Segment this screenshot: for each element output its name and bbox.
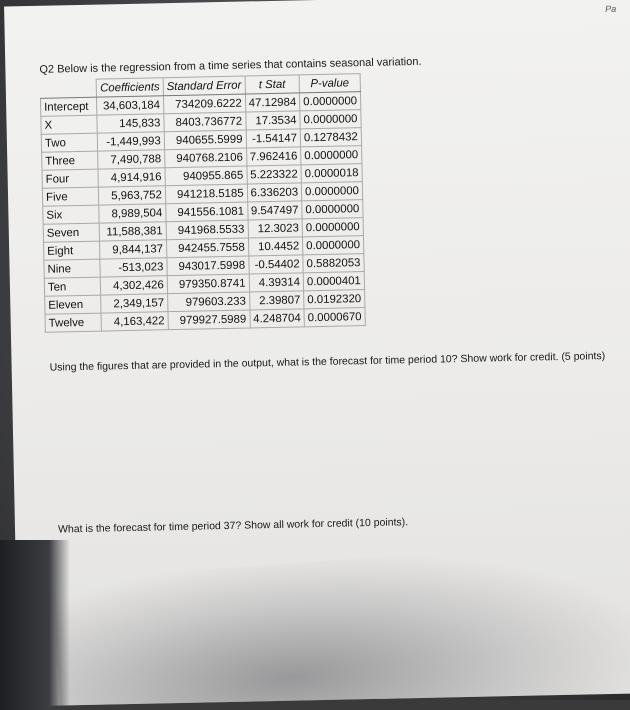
row-label: Nine (44, 259, 101, 278)
t-stat-cell: 6.336203 (247, 183, 302, 202)
p-value-cell: 0.0000000 (301, 182, 362, 201)
p-value-cell: 0.0000018 (301, 164, 362, 183)
page-corner-mark: Pa (605, 3, 617, 14)
p-value-cell: 0.0000000 (302, 218, 363, 237)
question-period-10: Using the figures that are provided in the output, what is the forecast for time period 10? Show work for credit. (5 points) (49, 350, 606, 374)
t-stat-cell: 47.12984 (245, 93, 300, 112)
p-value-cell: 0.0000401 (303, 272, 364, 291)
t-stat-cell: 4.39314 (249, 273, 304, 292)
p-value-cell: 0.0000000 (301, 146, 362, 165)
p-value-cell: 0.0000670 (304, 308, 365, 327)
t-stat-cell: -1.54147 (246, 129, 301, 148)
coefficient-cell: 11,588,381 (99, 222, 166, 241)
p-value-cell: 0.0000000 (300, 110, 361, 129)
t-stat-cell: 9.547497 (247, 201, 302, 220)
standard-error-cell: 941556.1081 (166, 202, 248, 222)
p-value-cell: 0.0000000 (303, 236, 364, 255)
coefficient-cell: 5,963,752 (99, 186, 166, 205)
regression-table (40, 73, 366, 333)
coefficient-cell: 2,349,157 (101, 294, 168, 313)
coefficient-cell: 34,603,184 (97, 96, 164, 115)
coefficient-cell: 4,914,916 (98, 168, 165, 187)
t-stat-cell: -0.54402 (248, 255, 303, 274)
row-label: Five (42, 187, 99, 206)
t-stat-cell: 7.962416 (246, 147, 301, 166)
row-label: Eleven (45, 295, 102, 314)
coefficient-cell: -513,023 (100, 258, 167, 277)
standard-error-cell: 979603.233 (167, 292, 249, 312)
coefficient-cell: -1,449,993 (98, 132, 165, 151)
question-title: Q2 Below is the regression from a time series that contains seasonal variation. (39, 55, 422, 76)
standard-error-cell: 941968.5533 (166, 220, 248, 240)
standard-error-cell: 940655.5999 (164, 130, 246, 150)
p-value-cell: 0.5882053 (303, 254, 364, 273)
t-stat-cell: 10.4452 (248, 237, 303, 256)
header-t-stat: t Stat (245, 75, 300, 94)
standard-error-cell: 979927.5989 (168, 310, 250, 330)
row-label: Eight (44, 241, 101, 260)
p-value-cell: 0.0192320 (304, 290, 365, 309)
t-stat-cell: 17.3534 (245, 111, 300, 130)
standard-error-cell: 941218.5185 (165, 184, 247, 204)
t-stat-cell: 5.223322 (247, 165, 302, 184)
row-label: Intercept (40, 97, 97, 116)
hand-shadow (0, 540, 70, 710)
standard-error-cell: 940768.2106 (164, 148, 246, 168)
row-label: Four (42, 169, 99, 188)
header-p-value: P-value (299, 74, 360, 93)
photo-shadow (52, 539, 630, 707)
standard-error-cell: 942455.7558 (166, 238, 248, 258)
row-label: Three (42, 151, 99, 170)
coefficient-cell: 145,833 (97, 114, 164, 133)
standard-error-cell: 940955.865 (165, 166, 247, 186)
question-period-37: What is the forecast for time period 37? Show all work for credit (10 points). (57, 516, 409, 536)
paper-sheet (4, 0, 630, 706)
standard-error-cell: 979350.8741 (167, 274, 249, 294)
standard-error-cell: 734209.6222 (163, 94, 245, 114)
row-label: Ten (44, 277, 101, 296)
standard-error-cell: 943017.5998 (167, 256, 249, 276)
coefficient-cell: 4,163,422 (101, 312, 168, 331)
t-stat-cell: 12.3023 (248, 219, 303, 238)
p-value-cell: 0.1278432 (300, 128, 361, 147)
coefficient-cell: 8,989,504 (99, 204, 166, 223)
header-standard-error: Standard Error (163, 76, 245, 96)
coefficient-cell: 4,302,426 (101, 276, 168, 295)
coefficient-cell: 7,490,788 (98, 150, 165, 169)
t-stat-cell: 4.248704 (250, 309, 305, 328)
row-label: Seven (43, 223, 100, 242)
row-label: Twelve (45, 313, 102, 332)
standard-error-cell: 8403.736772 (164, 112, 246, 132)
coefficient-cell: 9,844,137 (100, 240, 167, 259)
row-label: X (41, 115, 98, 134)
p-value-cell: 0.0000000 (300, 92, 361, 111)
row-label: Six (43, 205, 100, 224)
table-body (40, 92, 365, 333)
t-stat-cell: 2.39807 (249, 291, 304, 310)
p-value-cell: 0.0000000 (302, 200, 363, 219)
row-label: Two (41, 133, 98, 152)
header-coefficients: Coefficients (96, 78, 163, 97)
header-blank-cell (40, 79, 97, 98)
